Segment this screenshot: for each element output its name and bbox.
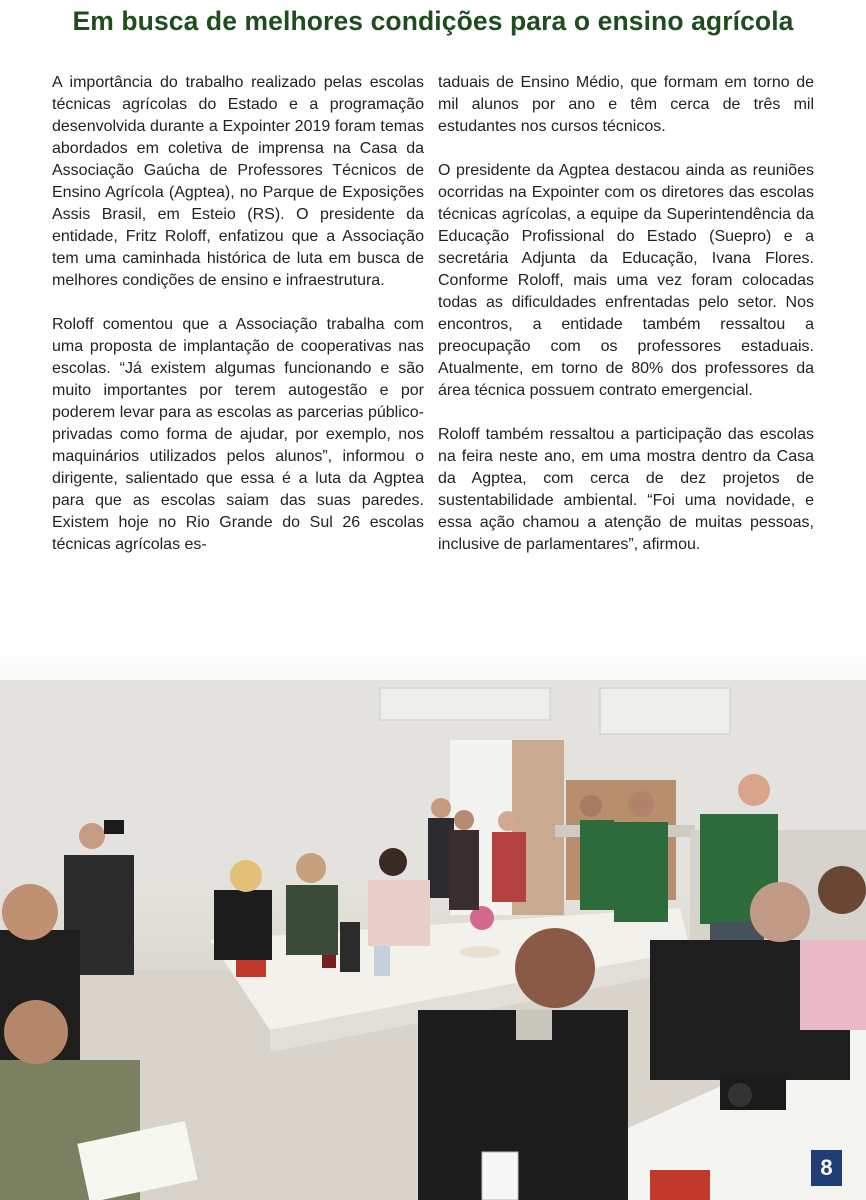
paragraph: Roloff também ressaltou a participação das escolas na feira neste ano, em uma mostra dentro da Casa da Agptea, com cerca de dez projetos de sustentabilidade ambiental. “Foi uma novidade, e essa ação chamou a atenção de muitas pessoas, inclusive de parlamentares”, afirmou. (438, 426, 814, 553)
paragraph: taduais de Ensino Médio, que formam em torno de mil alunos por ano e têm cerca de três mil estudantes nos cursos técnicos. (438, 74, 814, 135)
paragraph: Roloff comentou que a Associação trabalha com uma proposta de implantação de cooperativas nas escolas. “Já existem algumas funcionando e são muito importantes por terem autogestão e por poderem levar para as escolas as parcerias público-privadas como forma de ajudar, por exemplo, nos maquinários utilizados pelos alunos”, informou o dirigente, salientado que essa é a luta da Agptea para que as escolas saiam das suas paredes. Existem hoje no Rio Grande do Sul 26 escolas técnicas agrícolas es- (52, 316, 424, 553)
article-column-left (52, 72, 424, 556)
page-number-badge: 8 (811, 1150, 842, 1186)
article-title: Em busca de melhores condições para o ensino agrícola (72, 6, 794, 36)
meeting-photo (0, 640, 866, 1200)
meeting-photo-illustration (0, 640, 866, 1200)
paragraph: O presidente da Agptea destacou ainda as reuniões ocorridas na Expointer com os diretores das escolas técnicas agrícolas, a equipe da Superintendência da Educação Profissional do Estado (Suepro) e a secretária Adjunta da Educação, Ivana Flores. Conforme Roloff, mais uma vez foram colocadas todas as dificuldades enfrentadas pelo setor. Nos encontros, a entidade também ressaltou a preocupação com os professores estaduais. Atualmente, em torno de 80% dos professores da área técnica possuem contrato emergencial. (438, 162, 814, 399)
paragraph: A importância do trabalho realizado pelas escolas técnicas agrícolas do Estado e a programação desenvolvida durante a Expointer 2019 foram temas abordados em coletiva de imprensa na Casa da Associação Gaúcha de Professores Técnicos de Ensino Agrícola (Agptea), no Parque de Exposições Assis Brasil, em Esteio (RS). O presidente da entidade, Fritz Roloff, enfatizou que a Associação tem uma caminhada histórica de luta em busca de melhores condições de ensino e infraestrutura. (52, 74, 424, 289)
article-column-right (438, 72, 814, 556)
